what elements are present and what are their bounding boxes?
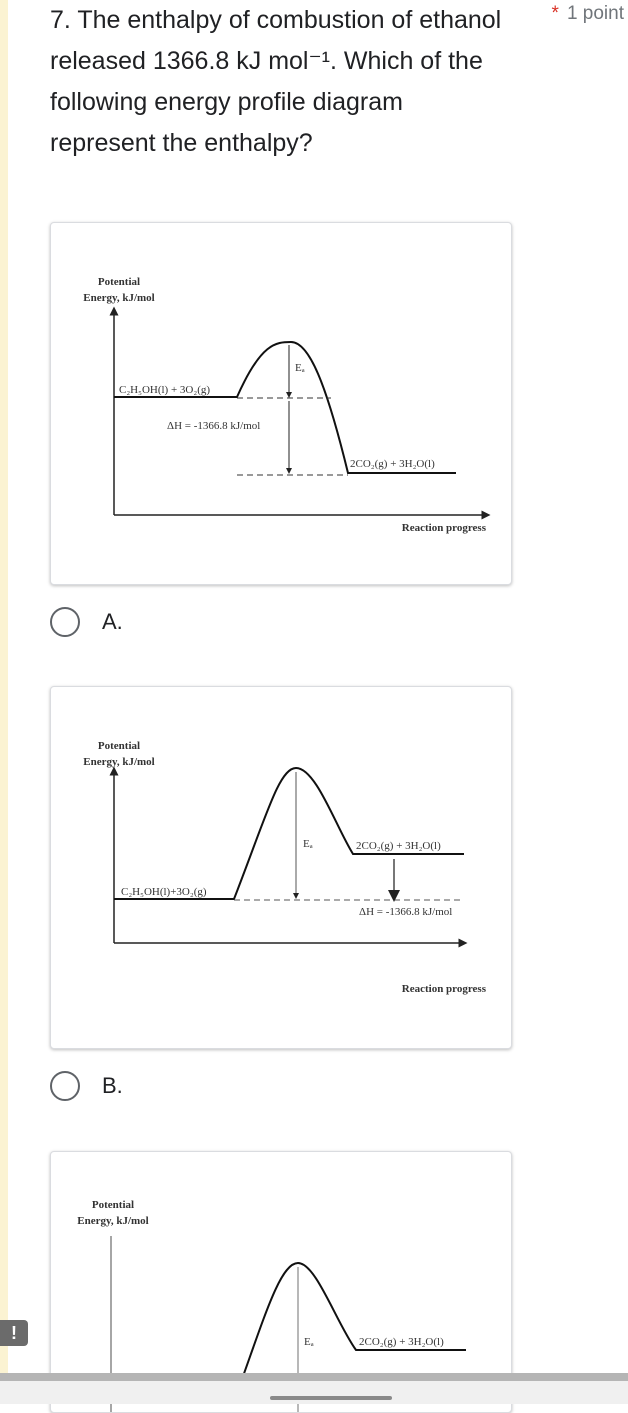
reactants-label: C₂H₅OH(l) + 3O₂(g) [119,384,211,396]
option-b[interactable] [50,1071,123,1101]
energy-curve [114,768,464,899]
y-axis-label: Potential [97,740,141,752]
home-gesture-handle[interactable] [270,1396,392,1400]
reactants-label: C₂H₅OH(l)+3O₂(g) [121,886,207,898]
y-axis-label-2: Energy, kJ/mol [77,1215,149,1227]
points-value: 1 point [566,3,624,24]
option-b-label: B. [102,1073,123,1098]
energy-diagram-a [51,223,511,584]
option-a-image [50,222,512,585]
dh-label: ΔH = -1366.8 kJ/mol [359,906,453,918]
option-b-image [50,686,512,1049]
radio-option-b[interactable] [50,1071,80,1101]
energy-curve [114,342,456,473]
question-text: 7. The enthalpy of combustion of ethanol released 1366.8 kJ mol⁻¹. Which of the following energy profile diagram represent the enthalpy? [50,6,502,157]
y-axis-label-2: Energy, kJ/mol [83,756,155,768]
option-a[interactable] [50,607,123,637]
y-axis-label: Potential [97,276,141,288]
bottom-overlay-bar [0,1373,628,1381]
products-label: 2CO₂(g) + 3H₂O(l) [350,458,435,470]
ea-label: Eₐ [303,838,313,850]
alert-badge[interactable]: ! [0,1320,28,1346]
points-label [552,3,624,25]
required-asterisk: * [551,3,559,24]
system-nav-bar [0,1381,628,1404]
y-axis-label: Potential [91,1199,135,1211]
dh-label: ΔH = -1366.8 kJ/mol [167,420,261,432]
energy-curve [241,1263,466,1382]
x-axis-label: Reaction progress [401,983,486,995]
option-a-label: A. [102,609,123,634]
section-indicator-strip [0,0,8,1375]
y-axis-label-2: Energy, kJ/mol [83,292,155,304]
radio-option-a[interactable] [50,607,80,637]
ea-label: Eₐ [304,1336,314,1348]
energy-diagram-b [51,687,511,1048]
products-label: 2CO₂(g) + 3H₂O(l) [359,1336,444,1348]
x-axis-label: Reaction progress [401,522,486,534]
ea-label: Eₐ [295,362,305,374]
products-label: 2CO₂(g) + 3H₂O(l) [356,840,441,852]
